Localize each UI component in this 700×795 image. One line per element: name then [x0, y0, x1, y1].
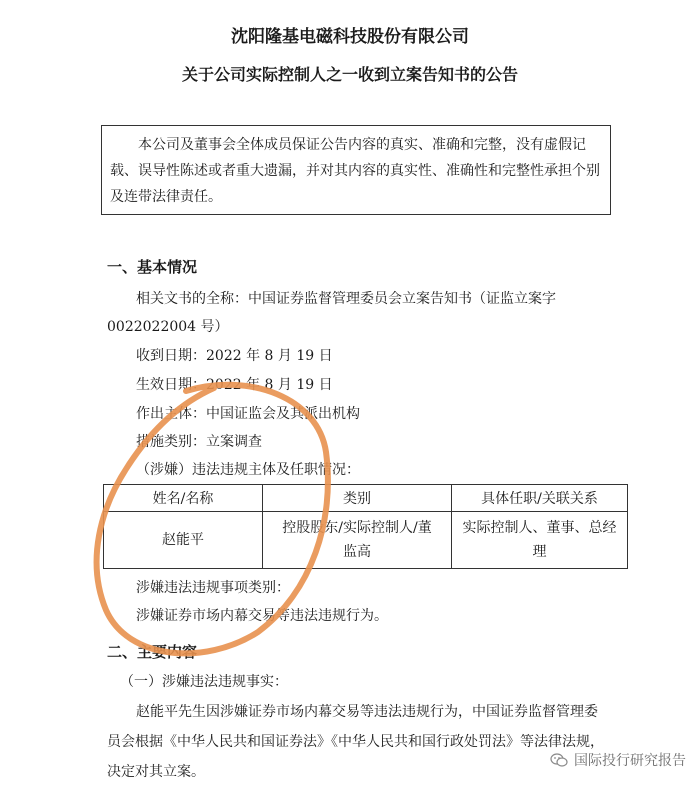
category-line1: 控股股东/实际控制人/董 [282, 520, 432, 536]
disclaimer-box [101, 125, 611, 215]
cell-relation [452, 512, 628, 569]
cell-name: 赵能平 [104, 512, 263, 569]
subjects-table [103, 484, 628, 569]
announcement-title: 关于公司实际控制人之一收到立案告知书的公告 [181, 65, 518, 84]
watermark [550, 750, 686, 770]
header-category: 类别 [263, 485, 452, 512]
disclaimer-text: 本公司及董事会全体成员保证公告内容的真实、准确和完整，没有虚假记载、误导性陈述或者重大遗漏，并对其内容的真实性、准确性和完整性承担个别及连带法律责任。 [110, 137, 600, 205]
relation-line2: 理 [532, 544, 547, 560]
received-date: 收到日期：2022 年 8 月 19 日 [136, 348, 333, 364]
facts-line3: 决定对其立案。 [107, 764, 205, 780]
issuing-body: 作出主体：中国证监会及其派出机构 [136, 406, 360, 422]
relation-line1: 实际控制人、董事、总经 [462, 520, 617, 536]
table-row [104, 512, 628, 569]
document-name-line1: 相关文书的全称：中国证券监督管理委员会立案告知书（证监立案字 [136, 291, 556, 307]
watermark-text: 国际投行研究报告 [574, 753, 686, 769]
facts-line1: 赵能平先生因涉嫌证券市场内幕交易等违法违规行为，中国证券监督管理委 [136, 704, 598, 720]
table-header-row [104, 485, 628, 512]
subjects-intro: （涉嫌）违法违规主体及任职情况： [136, 462, 360, 478]
company-name: 沈阳隆基电磁科技股份有限公司 [231, 27, 469, 47]
effective-date: 生效日期：2022 年 8 月 19 日 [136, 377, 333, 393]
violation-type-label: 涉嫌违法违规事项类别： [136, 580, 290, 596]
wechat-icon [550, 753, 568, 767]
violation-type: 涉嫌证券市场内幕交易等违法违规行为。 [136, 608, 388, 624]
subsection-facts: （一）涉嫌违法违规事实： [120, 674, 288, 690]
header-name: 姓名/名称 [104, 485, 263, 512]
cell-category [263, 512, 452, 569]
document-name-line2: 0022022004 号） [107, 319, 229, 335]
category-line2: 监高 [343, 544, 371, 560]
section-heading-basic: 一、基本情况 [107, 258, 198, 276]
measure-type: 措施类别：立案调查 [136, 434, 262, 450]
section-heading-content: 二、主要内容 [107, 643, 198, 661]
header-relation: 具体任职/关联关系 [452, 485, 628, 512]
facts-line2: 员会根据《中华人民共和国证券法》《中华人民共和国行政处罚法》等法律法规， [107, 734, 604, 750]
